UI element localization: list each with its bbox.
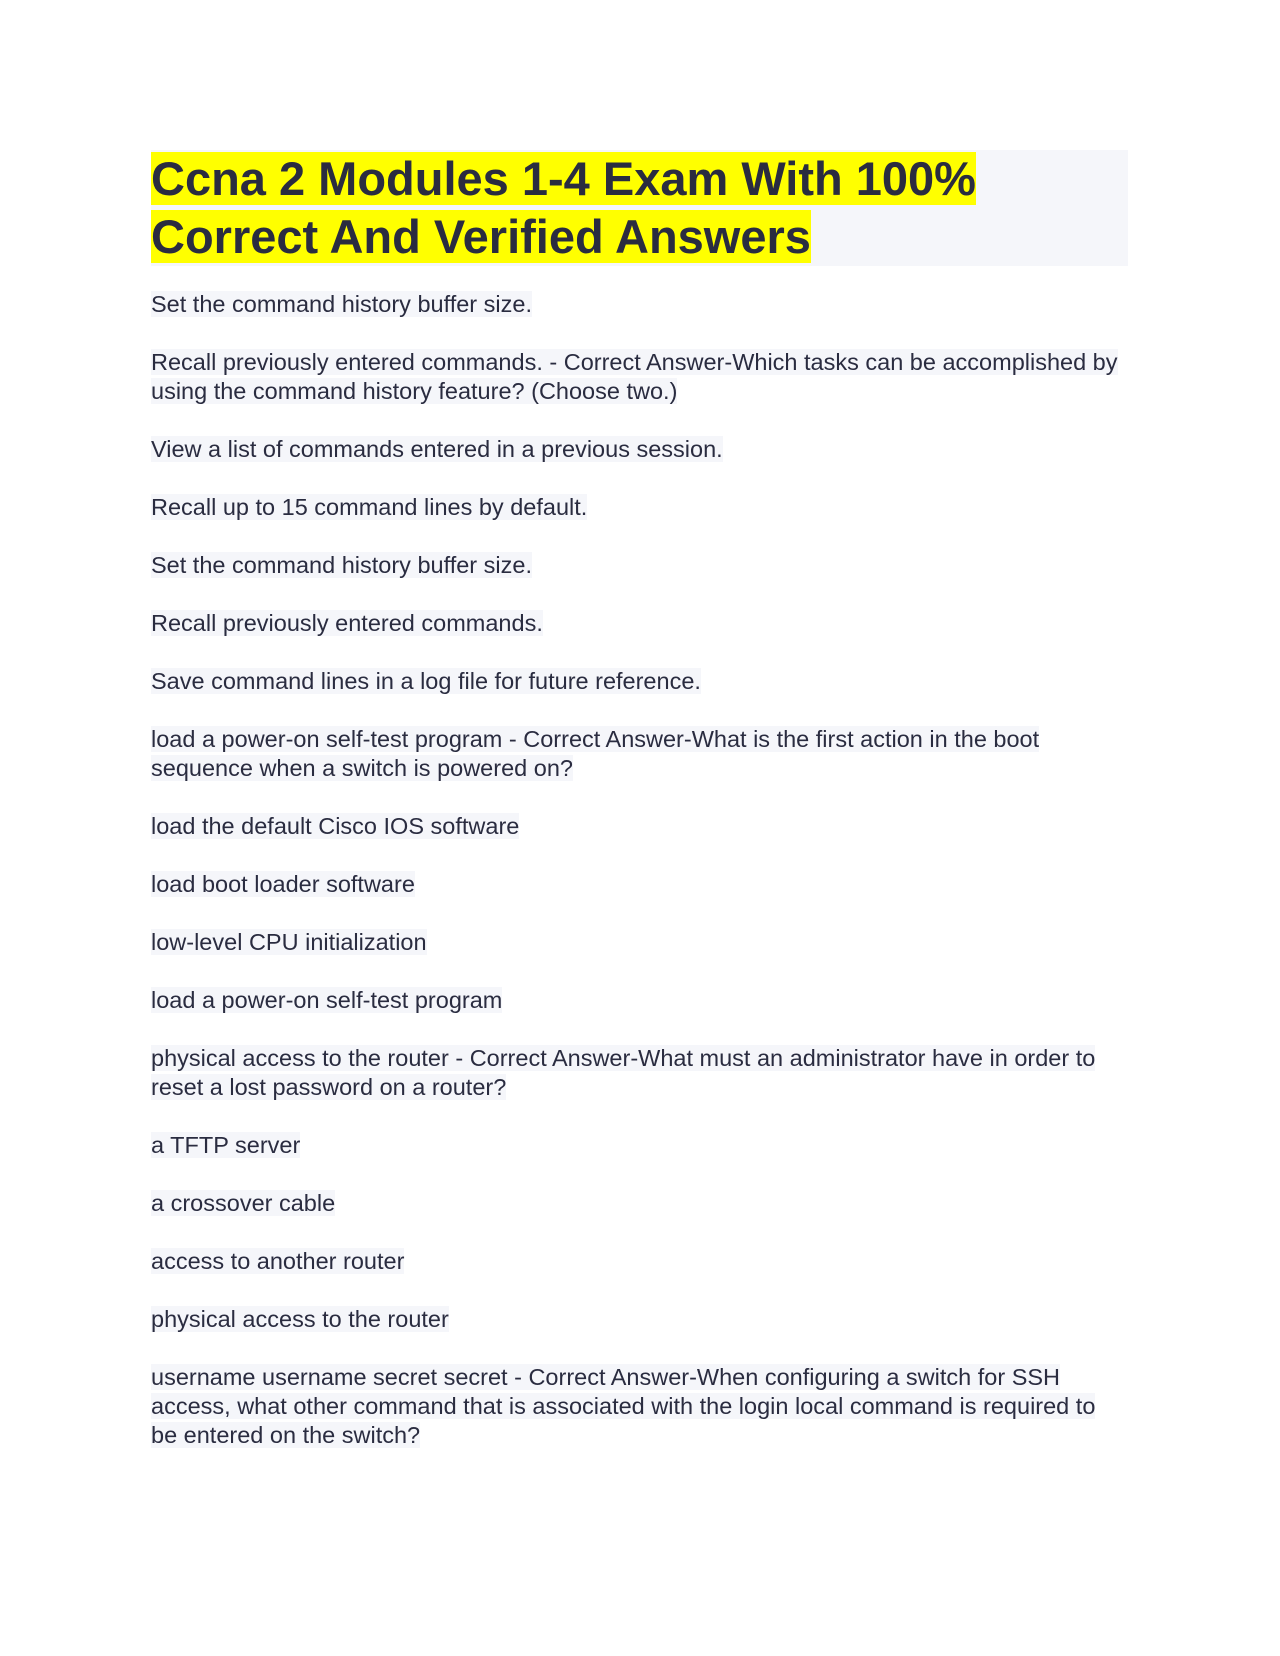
title-text: Ccna 2 Modules 1-4 Exam With 100% Correct And Verified Answers (151, 152, 976, 263)
paragraph (151, 986, 1128, 1015)
paragraph (151, 435, 1128, 464)
paragraph-text: a crossover cable (151, 1190, 336, 1216)
paragraph-text: load the default Cisco IOS software (151, 813, 520, 839)
paragraph (151, 609, 1128, 638)
paragraph (151, 812, 1128, 841)
paragraph-text: load a power-on self-test program - Correct Answer-What is the first action in the boot sequence when a switch is powered on? (151, 726, 1040, 781)
paragraph-text: a TFTP server (151, 1132, 301, 1158)
paragraph (151, 290, 1128, 319)
document-page (151, 150, 1128, 1479)
paragraph-text: physical access to the router (151, 1306, 449, 1332)
paragraph-text: low-level CPU initialization (151, 929, 427, 955)
paragraph (151, 348, 1128, 406)
title-block (151, 150, 1128, 266)
paragraph-text: Recall up to 15 command lines by default. (151, 494, 588, 520)
paragraph-text: Recall previously entered commands. (151, 610, 543, 636)
paragraph (151, 667, 1128, 696)
paragraph (151, 725, 1128, 783)
paragraph-text: load boot loader software (151, 871, 415, 897)
paragraph-text: Save command lines in a log file for future reference. (151, 668, 701, 694)
paragraph-text: physical access to the router - Correct Answer-What must an administrator have in order to reset a lost password on a router? (151, 1045, 1096, 1100)
paragraph (151, 1305, 1128, 1334)
paragraph (151, 1247, 1128, 1276)
paragraph (151, 1363, 1128, 1450)
paragraph-text: View a list of commands entered in a previous session. (151, 436, 723, 462)
paragraph (151, 1044, 1128, 1102)
paragraph-text: Set the command history buffer size. (151, 552, 532, 578)
paragraph (151, 870, 1128, 899)
paragraph (151, 551, 1128, 580)
document-title (151, 150, 1128, 266)
paragraph-text: load a power-on self-test program (151, 987, 503, 1013)
paragraph (151, 1131, 1128, 1160)
paragraph (151, 493, 1128, 522)
paragraph-text: username username secret secret - Correct Answer-When configuring a switch for SSH access, what other command that is associated with the login local command is required to be entered on the switch? (151, 1364, 1096, 1448)
paragraph-text: access to another router (151, 1248, 405, 1274)
paragraph-text: Recall previously entered commands. - Correct Answer-Which tasks can be accomplished by using the command history feature? (Choose two.) (151, 349, 1118, 404)
paragraph (151, 928, 1128, 957)
paragraph-text: Set the command history buffer size. (151, 291, 532, 317)
paragraph (151, 1189, 1128, 1218)
document-body (151, 290, 1128, 1450)
